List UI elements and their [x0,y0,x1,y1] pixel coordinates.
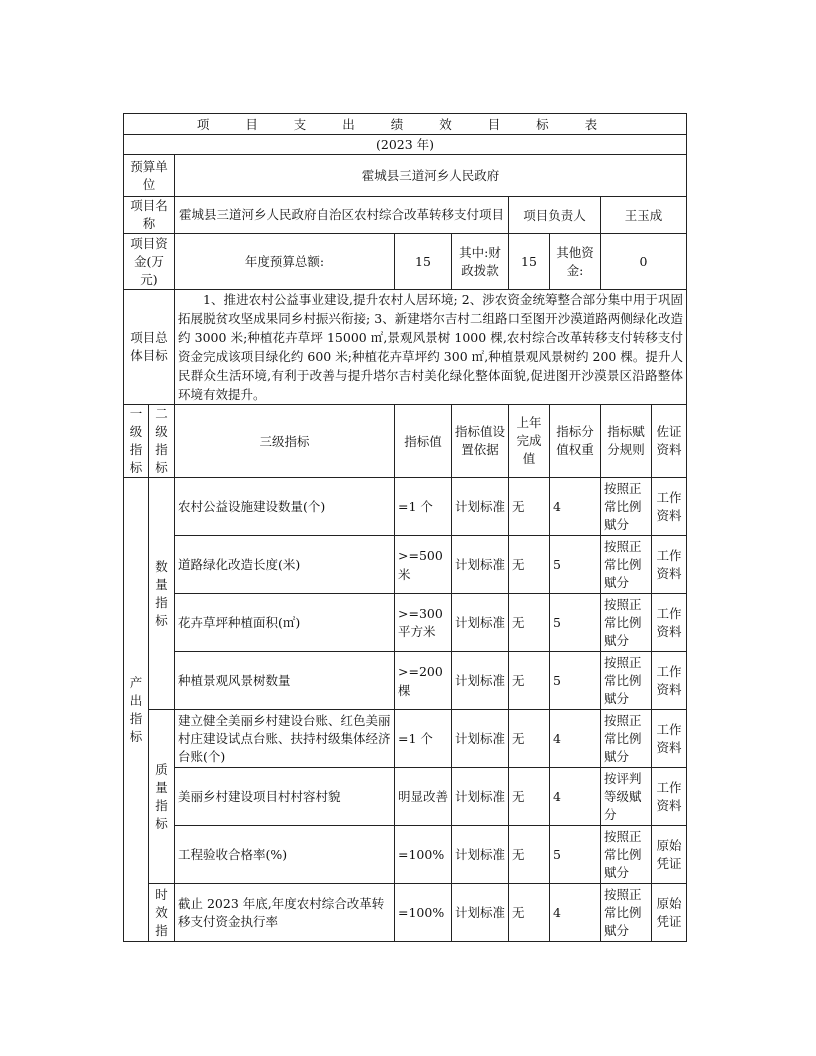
annual-budget-value: 15 [395,234,452,290]
indicator-rule: 按照正常比例赋分 [601,478,652,536]
indicator-evidence: 原始凭证 [652,826,687,884]
fiscal-allocation-label: 其中:财政拨款 [452,234,509,290]
indicator-weight: 5 [550,652,601,710]
indicator-name: 截止 2023 年底,年度农村综合改革转移支付资金执行率 [175,884,395,942]
indicator-basis: 计划标准 [452,594,509,652]
performance-target-table [123,113,687,942]
indicator-weight: 5 [550,826,601,884]
indicator-basis: 计划标准 [452,536,509,594]
other-funds-label: 其他资金: [550,234,601,290]
header-last-year: 上年完成值 [509,405,550,478]
indicator-weight: 4 [550,884,601,942]
indicator-evidence: 工作资料 [652,536,687,594]
table-title: 项 目 支 出 绩 效 目 标 表 [124,114,687,135]
header-basis: 指标值设置依据 [452,405,509,478]
indicator-rule: 按照正常比例赋分 [601,710,652,768]
indicator-rule: 按照正常比例赋分 [601,536,652,594]
project-leader-label: 项目负责人 [509,197,601,234]
table-row [124,594,687,652]
indicator-name: 道路绿化改造长度(米) [175,536,395,594]
indicator-last: 无 [509,478,550,536]
table-row [124,710,687,768]
header-evidence: 佐证资料 [652,405,687,478]
indicator-name: 工程验收合格率(%) [175,826,395,884]
table-row [124,478,687,536]
indicator-weight: 4 [550,710,601,768]
indicator-value: =100% [395,884,452,942]
group-timeliness: 时效指 [149,884,175,942]
indicator-name: 农村公益设施建设数量(个) [175,478,395,536]
header-value: 指标值 [395,405,452,478]
indicator-value: >=500 米 [395,536,452,594]
indicator-last: 无 [509,594,550,652]
indicator-weight: 5 [550,594,601,652]
indicator-last: 无 [509,710,550,768]
table-row [124,536,687,594]
indicator-value: >=300 平方米 [395,594,452,652]
project-name-label: 项目名称 [124,197,175,234]
indicator-name: 种植景观风景树数量 [175,652,395,710]
indicator-basis: 计划标准 [452,652,509,710]
indicator-weight: 4 [550,768,601,826]
indicator-rule: 按评判等级赋分 [601,768,652,826]
indicator-basis: 计划标准 [452,478,509,536]
header-level2: 二级指标 [149,405,175,478]
indicator-evidence: 工作资料 [652,768,687,826]
indicator-basis: 计划标准 [452,710,509,768]
indicator-value: 明显改善 [395,768,452,826]
indicator-weight: 5 [550,536,601,594]
budget-unit-label: 预算单位 [124,155,175,197]
indicator-weight: 4 [550,478,601,536]
project-leader-value: 王玉成 [601,197,687,234]
indicator-evidence: 工作资料 [652,710,687,768]
indicator-value: =100% [395,826,452,884]
indicator-rule: 按照正常比例赋分 [601,884,652,942]
indicator-basis: 计划标准 [452,826,509,884]
indicator-value: =1 个 [395,478,452,536]
budget-unit-value: 霍城县三道河乡人民政府 [175,155,687,197]
indicator-evidence: 原始凭证 [652,884,687,942]
header-level3: 三级指标 [175,405,395,478]
indicator-rule: 按照正常比例赋分 [601,652,652,710]
indicator-value: >=200 棵 [395,652,452,710]
indicator-value: =1 个 [395,710,452,768]
level1-output: 产出指标 [124,478,149,942]
indicator-basis: 计划标准 [452,768,509,826]
header-weight: 指标分值权重 [550,405,601,478]
indicator-last: 无 [509,652,550,710]
indicator-last: 无 [509,884,550,942]
project-name-value: 霍城县三道河乡人民政府自治区农村综合改革转移支付项目 [175,197,509,234]
indicator-last: 无 [509,768,550,826]
header-level1: 一级指标 [124,405,149,478]
indicator-rule: 按照正常比例赋分 [601,594,652,652]
indicator-evidence: 工作资料 [652,478,687,536]
project-funds-label: 项目资金(万元) [124,234,175,290]
indicator-rule: 按照正常比例赋分 [601,826,652,884]
group-quantity: 数量指标 [149,478,175,710]
indicator-evidence: 工作资料 [652,594,687,652]
indicator-name: 花卉草坪种植面积(㎡) [175,594,395,652]
annual-budget-label: 年度预算总额: [175,234,395,290]
table-row [124,768,687,826]
table-row [124,884,687,942]
group-quality: 质量指标 [149,710,175,884]
overall-goal-label: 项目总体目标 [124,290,175,405]
fiscal-allocation-value: 15 [509,234,550,290]
table-year: (2023 年) [124,135,687,155]
header-rule: 指标赋分规则 [601,405,652,478]
indicator-last: 无 [509,826,550,884]
overall-goal-text: 1、推进农村公益事业建设,提升农村人居环境; 2、涉农资金统筹整合部分集中用于巩固拓展脱贫攻坚成果同乡村振兴衔接; 3、新建塔尔吉村二组路口至图开沙漠道路两侧绿化改造约 3000 米;种植花卉草坪 15000 ㎡,景观风景树 1000 棵,农村综合改革转移支付转移支付资金完成该项目绿化约 600 米;种植花卉草坪约 300 ㎡,种植景观风景树约 200 棵。提升人民群众生活环境,有利于改善与提升塔尔吉村美化绿化整体面貌,促进图开沙漠景区沿路整体环境有效提升。 [175,290,687,405]
table-row [124,826,687,884]
indicator-basis: 计划标准 [452,884,509,942]
indicator-evidence: 工作资料 [652,652,687,710]
indicator-last: 无 [509,536,550,594]
indicator-name: 建立健全美丽乡村建设台账、红色美丽村庄建设试点台账、扶持村级集体经济台账(个) [175,710,395,768]
other-funds-value: 0 [601,234,687,290]
table-row [124,652,687,710]
indicator-name: 美丽乡村建设项目村村容村貌 [175,768,395,826]
